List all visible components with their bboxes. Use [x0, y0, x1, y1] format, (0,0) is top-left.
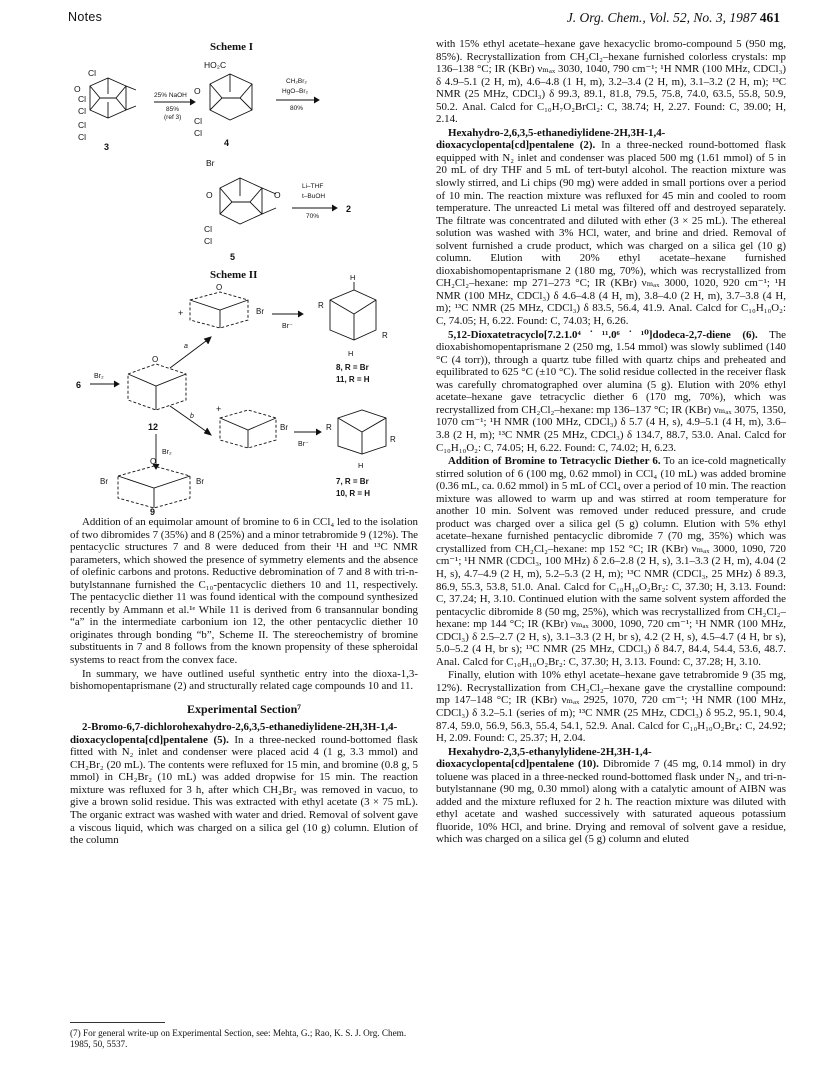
compound-12-structure	[76, 337, 211, 469]
journal-name: J. Org. Chem.,	[566, 10, 646, 25]
right-paragraph-5: Finally, elution with 10% ethyl acetate–hexane gave tetrabromide 9 (35 mg, 12%). Recrystallization from CH₂Cl₂–hexane gave the crystalline compound: mp 147–148 °C; IR (KBr) νₘₐₓ 2925, 1070, 720 cm⁻¹; ¹H NMR (100 MHz, CDCl₃) δ 3.2–5.1 (series of m); ¹³C NMR (25 MHz, CDCl₃) δ 95.2, 95.1, 90.4, 87.4, 59.0, 56.9, 56.3, 55.4, 54.1, 52.9. Anal. Calcd for C₁₀H₁₀O₂Br₄: C, 24.92; H, 2.09. Found: C, 25.37; H, 2.04.	[436, 669, 786, 745]
arrow-li-thf	[292, 183, 351, 220]
svg-text:R: R	[382, 331, 388, 340]
svg-text:b: b	[190, 413, 194, 420]
scheme-drawings	[70, 38, 418, 516]
svg-text:12: 12	[148, 422, 159, 432]
svg-text:O: O	[74, 84, 81, 94]
right-paragraph-3: 5,12-Dioxatetracyclo[7.2.1.0⁴˙¹¹.0⁶˙¹⁰]dodeca-2,7-diene (6). The dioxabishomopentaprismane 2 (250 mg, 1.54 mmol) was slowly sublimed (140 °C (4 torr)), through a quartz tube filled with quartz chips and preheated and equilibrated to 625 °C (±10 °C). The solid residue collected in the receiver flask was carefully chromatographed over alumina (5 g). Elution with 20% ethyl acetate–hexane gave tetracyclic diether 6 (170 mg, 70%), which was recrystallized from CH₂Cl₂–hexane: mp 136–137 °C; IR (KBr) νₘₐₓ 3075, 1350, 1070 cm⁻¹; ¹H NMR (100 MHz, CDCl₃) δ 5.7 (4 H, s), 4.9–5.1 (4 H, m), 3.6–3.8 (2 H, m); ¹³C NMR (25 MHz, CDCl₃) δ 134.7, 88.7, 53.0. Anal. Calcd for C₁₀H₁₀O₂: C, 74.05; H, 6.22. Found: C, 74.02; H, 6.23.	[436, 328, 786, 454]
svg-text:Br: Br	[280, 423, 288, 432]
compound-9-structure	[100, 457, 204, 516]
svg-text:Cl: Cl	[78, 132, 87, 142]
svg-text:85%: 85%	[166, 106, 180, 113]
right-paragraph-4: Addition of Bromine to Tetracyclic Diether 6. To an ice-cold magnetically stirred solution of 6 (100 mg, 0.62 mmol) in CCl₄ (10 mL) was added bromine (0.36 mL, ca. 0.62 mmol) in 5 mL of CCl₄ over a period of 10 min. The reaction mixture was allowed to warm up and was stirred at room temperature for another 10 min. Solvent was removed under reduced pressure, and crude product was charged over a silica gel (5 g) column. Elution with 5% ethyl acetate–hexane furnished pentacyclic dibromide 7 (70 mg, 35%) which was crystallized from CH₂Cl₂–hexane: mp 152 °C; IR (KBr) νₘₐₓ 3000, 1090, 720 cm⁻¹; ¹H NMR (CDCl₃, 100 MHz) δ 2.6–2.8 (2 H, s), 3.1–3.3 (2 H, m), 4.04 (2 H, s), 4.7–4.9 (2 H, m), 5.2–5.3 (2 H, m); ¹³C NMR (CDCl₃, 25 MHz) δ 89.3, 86.9, 55.3, 53.8, 51.0. Anal. Calcd for C₁₀H₁₀O₂Br₂: C, 37.30; H, 3.13. Found: C, 37.24; H, 3.10. Continued elution with the same solvent system afforded the pentacyclic dibromide 8 (50 mg, 25%), which was recrystallized from CH₂Cl₂–hexane: mp 144 °C; IR (KBr) νₘₐₓ 3000, 1090, 720 cm⁻¹; ¹H NMR (100 MHz, CDCl₃) δ 2.5–2.7 (2 H, s), 3.1–3.3 (2 H, br s), 4.2 (2 H, s), 4.5–4.7 (4 H, br s), 5.0–5.2 (4 H, br s); ¹³C NMR (25 MHz, CDCl₃) δ 84.7, 84.4, 54.4, 53.6, 48.7. Anal. Calcd for C₁₀H₁₀O₂Br₂: C, 37.30; H, 3.13. Found: C, 37.28; H, 3.10.	[436, 455, 787, 668]
svg-text:Cl: Cl	[78, 94, 87, 104]
running-head-journal	[567, 10, 780, 26]
scheme2-title: Scheme II	[210, 269, 258, 281]
svg-text:Br: Br	[206, 158, 215, 168]
svg-text:Cl: Cl	[204, 224, 213, 234]
carbonium-b-structure	[216, 404, 288, 448]
compound-8-11-structure	[318, 273, 388, 384]
right-paragraph-6: Hexahydro-2,3,5-ethanylylidene-2H,3H-1,4-dioxacyclopenta[cd]pentalene (10). Dibromide 7 (45 mg, 0.14 mmol) in dry toluene was placed in a three-necked round-bottomed flask under N₂, and tri-n-butylstannane (90 mg, 0.30 mmol) along with a catalytic amount of AIBN was added and the mixture refluxed for 2 h. The reaction mixture was diluted with ethyl acetate and washed successively with saturated aqueous potassium fluoride, 10% HCl, and brine. Drying and removal of solvent gave a residue, which was charged on a silica gel (5 g) column and eluted	[436, 745, 786, 846]
svg-text:Cl: Cl	[194, 116, 203, 126]
svg-text:7, R = Br: 7, R = Br	[336, 477, 369, 486]
svg-text:11, R = H: 11, R = H	[336, 375, 370, 384]
svg-text:2: 2	[346, 204, 352, 214]
svg-text:25% NaOH: 25% NaOH	[154, 92, 187, 99]
svg-text:3: 3	[104, 142, 110, 152]
svg-text:R: R	[326, 423, 332, 432]
experimental-paragraph-1: 2-Bromo-6,7-dichlorohexahydro-2,6,3,5-ethanediylidene-2H,3H-1,4-dioxacyclopenta[cd]pentalene (5). In a three-necked round-bottomed flask fitted with N₂ inlet and condenser were placed acid 4 (1 g, 3.3 mmol) and CH₂Br₂ (20 mL). The contents were refluxed for 15 min, and bromine (0.8 g, 5 mmol) in CH₂Br₂ (10 mL) was added dropwise for 15 min. The reaction mixture was refluxed for 3 h, after which CH₂Br₂ was removed in vacuo, to give a brown solid residue. This was extracted with ethyl acetate (3 × 75 mL). The organic extract was washed with water and dried. Removal of solvent gave a viscous liquid, which was charged on a silica gel (10 g) column. Elution of the column	[70, 721, 418, 847]
svg-text:9: 9	[150, 507, 156, 516]
svg-text:10, R = H: 10, R = H	[336, 489, 371, 498]
svg-text:+: +	[216, 404, 222, 414]
running-head-section: Notes	[68, 10, 103, 24]
svg-text:70%: 70%	[306, 213, 320, 220]
right-paragraph-2: Hexahydro-2,6,3,5-ethanediylidene-2H,3H-1,4-dioxacyclopenta[cd]pentalene (2). In a three-necked round-bottomed flask equipped with N₂ inlet and condenser was placed 500 mg (1.61 mmol) of 5 in 20 mL of dry THF and 5 mL of tert-butyl alcohol. The reaction mixture was slowly stirred, and Li chips (90 mg) were added in small portions over a period of 10 min. The reaction mixture was refluxed for 45 min and cooled to room temperature. The unreacted Li metal was filtered off and destroyed separately. The filtrate was concentrated and diluted with ether (3 × 25 mL). The ethereal solution was washed with 3% HCl, water, and brine and dried. Removal of solvent furnished a crude product, which was charged on a silica gel (10 g) column. Elution with 20% ethyl acetate–hexane furnished dioxabishomopentaprismane 2 (180 mg, 70%), which was recrystallized from CH₂Cl₂–hexane: mp 271–273 °C; IR (KBr) νₘₐₓ 3000, 1020, 920 cm⁻¹; ¹H NMR (100 MHz, CDCl₃) δ 4.6–4.8 (4 H, m), 3.8–4.0 (2 H, m), 3.7–3.8 (4 H, m); ¹³C NMR (25 MHz, CDCl₃) δ 83.5, 56.4, 41.9. Anal. Calcd for C₁₀H₁₀O₂: C, 74.05; H, 6.22. Found: C, 74.03; H, 6.26.	[436, 126, 786, 328]
svg-text:(ref 3): (ref 3)	[164, 114, 182, 121]
svg-text:Br: Br	[256, 307, 264, 316]
svg-text:6: 6	[76, 380, 82, 390]
svg-text:Br: Br	[100, 477, 108, 486]
arrow-naoh	[154, 92, 195, 121]
svg-text:H: H	[358, 461, 364, 470]
compound-4-structure	[194, 60, 252, 148]
right-column	[436, 38, 786, 847]
svg-text:HgO–Br₂: HgO–Br₂	[282, 88, 309, 95]
svg-text:5: 5	[230, 252, 236, 262]
svg-text:O: O	[216, 283, 223, 292]
svg-text:H: H	[348, 349, 354, 358]
left-paragraph-2: In summary, we have outlined useful synthetic entry into the dioxa-1,3-bishomopentaprismane (2) and structurally related cage compounds 10 and 11.	[70, 667, 418, 693]
svg-text:Br⁻: Br⁻	[282, 323, 293, 330]
svg-text:CH₂Br₂: CH₂Br₂	[286, 78, 307, 85]
svg-text:8, R = Br: 8, R = Br	[336, 363, 369, 372]
footnote: (7) For general write-up on Experimental Section, see: Mehta, G.; Rao, K. S. J. Org. Chem. 1985, 50, 5537.	[70, 1028, 407, 1049]
compound-5-structure	[204, 158, 281, 262]
svg-text:80%: 80%	[290, 105, 304, 112]
svg-text:Br₂: Br₂	[94, 373, 104, 380]
svg-text:R: R	[390, 435, 396, 444]
svg-text:+: +	[178, 308, 184, 318]
svg-text:Cl: Cl	[78, 106, 87, 116]
svg-text:Cl: Cl	[88, 68, 97, 78]
svg-text:Cl: Cl	[204, 236, 213, 246]
svg-text:O: O	[206, 190, 213, 200]
svg-text:HO₂C: HO₂C	[204, 60, 227, 70]
svg-text:t–BuOH: t–BuOH	[302, 193, 326, 200]
svg-text:Br₂: Br₂	[162, 449, 172, 456]
svg-text:4: 4	[224, 138, 230, 148]
page-number: 461	[759, 10, 780, 25]
svg-text:O: O	[150, 457, 157, 466]
scheme1-title: Scheme I	[210, 41, 254, 53]
svg-text:R: R	[318, 301, 324, 310]
svg-text:Li–THF: Li–THF	[302, 183, 324, 190]
svg-text:Br: Br	[196, 477, 204, 486]
svg-text:Cl: Cl	[194, 128, 203, 138]
left-column	[70, 38, 418, 848]
compound-3-structure	[74, 68, 136, 152]
svg-text:a: a	[184, 343, 188, 350]
svg-text:Cl: Cl	[78, 120, 87, 130]
svg-text:O: O	[194, 86, 201, 96]
left-paragraph-1: Addition of an equimolar amount of bromine to 6 in CCl₄ led to the isolation of two dibromides 7 (35%) and 8 (25%) and a minor tetrabromide 9 (12%). The pentacyclic structures 7 and 8 were deduced from their ¹H and ¹³C NMR parameters, which showed the presence of symmetry elements and the absence of olefinic carbons and protons. Reductive debromination of 7 and 8 with tri-n-butylstannane furnished the C₁₀-pentacyclic diethers 10 and 11, respectively. The pentacyclic diether 11 was found identical with the compound synthesized recently by Ammann et al.¹ᵉ While 11 is derived from 6 transannular bonding “a” in the intermediate carbonium ion 12, the other pentacyclic diether 10 originates through bonding “b”, Scheme II. The stereochemistry of bromine substituents in 7 and 8 follows from the known propensity of these spheroidal systems to react from the convex face.	[70, 516, 418, 667]
right-paragraph-1: with 15% ethyl acetate–hexane gave hexacyclic bromo-compound 5 (950 mg, 85%). Recrystallization from CH₂Cl₂–hexane furnished colorless crystals: mp 136–138 °C; IR (KBr) νₘₐₓ 3030, 1040, 790 cm⁻¹; ¹H NMR (100 MHz, CDCl₃) δ 4.9–5.1 (2 H, m), 4.6–4.8 (1 H, m), 3.2–3.4 (2 H, m), 3.1–3.2 (2 H, m); ¹³C NMR (25 MHz, CDCl₃) δ 99.3, 89.1, 81.8, 79.5, 75.8, 74.0, 63.5, 55.8, 50.9, 50.2. Anal. Calcd for C₁₀H₇O₂BrCl₂: C, 38.74; H, 2.27. Found: C, 39.00; H, 2.14.	[436, 38, 786, 126]
svg-text:H: H	[350, 273, 356, 282]
compound-7-10-structure	[326, 410, 396, 498]
svg-text:O: O	[274, 190, 281, 200]
svg-text:Br⁻: Br⁻	[298, 441, 309, 448]
carbonium-a-structure	[178, 283, 264, 328]
journal-volume: Vol. 52, No. 3, 1987	[649, 10, 757, 25]
svg-text:O: O	[152, 355, 159, 364]
footnote-rule	[70, 1022, 165, 1023]
experimental-heading: Experimental Section⁷	[187, 701, 301, 716]
arrow-hgo	[276, 78, 319, 112]
schemes-figure	[70, 38, 418, 516]
